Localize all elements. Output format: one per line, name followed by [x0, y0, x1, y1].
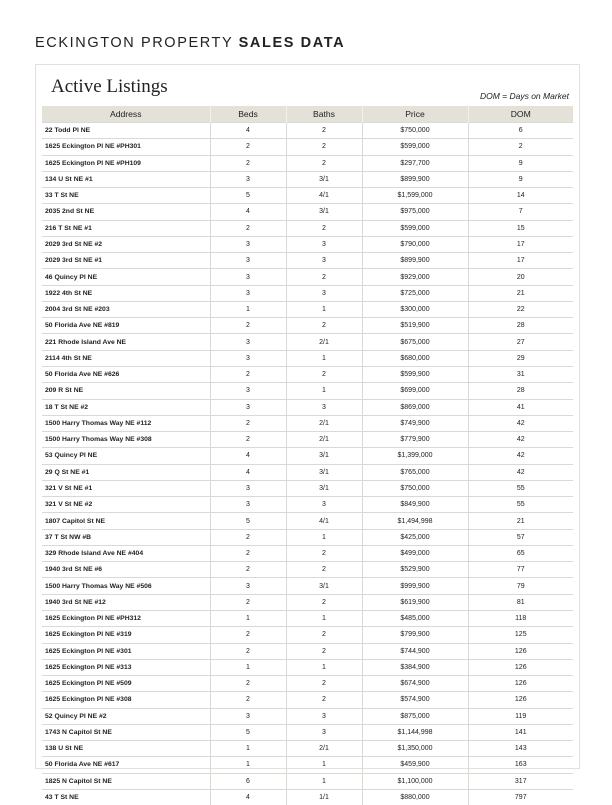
cell-dom: 79	[468, 578, 573, 594]
cell-beds: 4	[210, 789, 286, 805]
cell-beds: 2	[210, 139, 286, 155]
cell-dom: 797	[468, 789, 573, 805]
table-row	[42, 155, 573, 171]
cell-price: $384,900	[362, 659, 468, 675]
cell-address: 2004 3rd St NE #203	[42, 301, 210, 317]
cell-baths: 1	[286, 383, 362, 399]
cell-dom: 317	[468, 773, 573, 789]
section-title: Active Listings	[51, 76, 168, 98]
table-row	[42, 773, 573, 789]
cell-price: $485,000	[362, 610, 468, 626]
cell-baths: 3/1	[286, 480, 362, 496]
cell-beds: 2	[210, 562, 286, 578]
table-row	[42, 415, 573, 431]
table-header	[42, 106, 573, 123]
table-row	[42, 545, 573, 561]
table-row	[42, 220, 573, 236]
cell-dom: 119	[468, 708, 573, 724]
table-row	[42, 627, 573, 643]
cell-dom: 42	[468, 464, 573, 480]
cell-beds: 3	[210, 480, 286, 496]
cell-beds: 3	[210, 497, 286, 513]
column-header-price: Price	[362, 106, 468, 123]
table-row	[42, 432, 573, 448]
cell-beds: 3	[210, 269, 286, 285]
cell-baths: 2	[286, 676, 362, 692]
table-row	[42, 692, 573, 708]
cell-beds: 3	[210, 334, 286, 350]
table-row	[42, 643, 573, 659]
cell-beds: 4	[210, 448, 286, 464]
cell-price: $1,399,000	[362, 448, 468, 464]
cell-beds: 2	[210, 545, 286, 561]
cell-dom: 9	[468, 171, 573, 187]
cell-baths: 1	[286, 773, 362, 789]
cell-address: 1807 Capitol St NE	[42, 513, 210, 529]
table-row	[42, 480, 573, 496]
cell-dom: 41	[468, 399, 573, 415]
cell-baths: 3	[286, 497, 362, 513]
cell-address: 1625 Eckington Pl NE #PH312	[42, 610, 210, 626]
cell-address: 321 V St NE #1	[42, 480, 210, 496]
cell-price: $599,000	[362, 220, 468, 236]
column-header-beds: Beds	[210, 106, 286, 123]
cell-beds: 3	[210, 285, 286, 301]
cell-price: $599,000	[362, 139, 468, 155]
cell-baths: 1	[286, 350, 362, 366]
cell-address: 2029 3rd St NE #1	[42, 253, 210, 269]
cell-price: $880,000	[362, 789, 468, 805]
cell-address: 50 Florida Ave NE #626	[42, 366, 210, 382]
cell-beds: 5	[210, 513, 286, 529]
cell-baths: 2	[286, 155, 362, 171]
cell-price: $499,000	[362, 545, 468, 561]
cell-dom: 42	[468, 415, 573, 431]
cell-beds: 2	[210, 692, 286, 708]
cell-baths: 1	[286, 610, 362, 626]
cell-baths: 3	[286, 253, 362, 269]
cell-baths: 2	[286, 562, 362, 578]
table-row	[42, 529, 573, 545]
cell-baths: 3	[286, 708, 362, 724]
table-row	[42, 188, 573, 204]
table-body	[42, 123, 573, 805]
cell-address: 1825 N Capitol St NE	[42, 773, 210, 789]
cell-dom: 7	[468, 204, 573, 220]
cell-dom: 42	[468, 432, 573, 448]
table-row	[42, 139, 573, 155]
cell-baths: 3	[286, 399, 362, 415]
cell-beds: 2	[210, 643, 286, 659]
cell-dom: 65	[468, 545, 573, 561]
cell-price: $519,900	[362, 318, 468, 334]
cell-baths: 2	[286, 366, 362, 382]
column-header-dom: DOM	[468, 106, 573, 123]
cell-baths: 2	[286, 318, 362, 334]
cell-baths: 3/1	[286, 171, 362, 187]
cell-address: 1500 Harry Thomas Way NE #112	[42, 415, 210, 431]
cell-price: $875,000	[362, 708, 468, 724]
cell-price: $459,900	[362, 757, 468, 773]
cell-price: $1,350,000	[362, 741, 468, 757]
table-row	[42, 610, 573, 626]
cell-dom: 28	[468, 383, 573, 399]
cell-beds: 2	[210, 155, 286, 171]
table-row	[42, 350, 573, 366]
cell-address: 1625 Eckington Pl NE #PH109	[42, 155, 210, 171]
cell-address: 138 U St NE	[42, 741, 210, 757]
cell-dom: 29	[468, 350, 573, 366]
cell-beds: 2	[210, 676, 286, 692]
cell-price: $750,000	[362, 123, 468, 139]
cell-address: 1500 Harry Thomas Way NE #308	[42, 432, 210, 448]
cell-dom: 14	[468, 188, 573, 204]
table-row	[42, 269, 573, 285]
cell-dom: 141	[468, 724, 573, 740]
cell-baths: 2	[286, 627, 362, 643]
cell-baths: 3/1	[286, 464, 362, 480]
table-row	[42, 676, 573, 692]
cell-address: 1625 Eckington Pl NE #PH301	[42, 139, 210, 155]
cell-baths: 1	[286, 659, 362, 675]
cell-price: $699,000	[362, 383, 468, 399]
cell-beds: 2	[210, 627, 286, 643]
cell-price: $574,900	[362, 692, 468, 708]
cell-beds: 3	[210, 708, 286, 724]
cell-beds: 4	[210, 464, 286, 480]
cell-price: $899,900	[362, 253, 468, 269]
cell-baths: 2	[286, 643, 362, 659]
table-row	[42, 301, 573, 317]
cell-address: 209 R St NE	[42, 383, 210, 399]
table-row	[42, 334, 573, 350]
cell-dom: 126	[468, 676, 573, 692]
cell-dom: 55	[468, 497, 573, 513]
cell-address: 1625 Eckington Pl NE #301	[42, 643, 210, 659]
cell-dom: 15	[468, 220, 573, 236]
cell-address: 321 V St NE #2	[42, 497, 210, 513]
cell-baths: 4/1	[286, 513, 362, 529]
table-row	[42, 578, 573, 594]
cell-dom: 42	[468, 448, 573, 464]
cell-dom: 21	[468, 285, 573, 301]
table-row	[42, 741, 573, 757]
cell-address: 18 T St NE #2	[42, 399, 210, 415]
cell-address: 1625 Eckington Pl NE #509	[42, 676, 210, 692]
cell-price: $750,000	[362, 480, 468, 496]
cell-dom: 77	[468, 562, 573, 578]
table-row	[42, 659, 573, 675]
table-row	[42, 204, 573, 220]
cell-beds: 2	[210, 415, 286, 431]
cell-address: 2035 2nd St NE	[42, 204, 210, 220]
cell-baths: 3/1	[286, 204, 362, 220]
cell-price: $674,900	[362, 676, 468, 692]
cell-price: $1,599,000	[362, 188, 468, 204]
cell-price: $999,900	[362, 578, 468, 594]
cell-beds: 2	[210, 432, 286, 448]
cell-dom: 6	[468, 123, 573, 139]
cell-beds: 3	[210, 399, 286, 415]
cell-price: $790,000	[362, 236, 468, 252]
cell-beds: 3	[210, 236, 286, 252]
cell-dom: 17	[468, 236, 573, 252]
cell-baths: 2/1	[286, 415, 362, 431]
cell-address: 1940 3rd St NE #6	[42, 562, 210, 578]
cell-address: 329 Rhode Island Ave NE #404	[42, 545, 210, 561]
cell-beds: 2	[210, 366, 286, 382]
table-row	[42, 285, 573, 301]
cell-beds: 5	[210, 724, 286, 740]
cell-address: 2114 4th St NE	[42, 350, 210, 366]
cell-baths: 2/1	[286, 741, 362, 757]
page-title-bold: SALES DATA	[239, 35, 346, 51]
table-row	[42, 123, 573, 139]
cell-address: 1625 Eckington Pl NE #313	[42, 659, 210, 675]
table-row	[42, 383, 573, 399]
cell-baths: 2/1	[286, 432, 362, 448]
cell-baths: 2	[286, 545, 362, 561]
cell-beds: 6	[210, 773, 286, 789]
cell-beds: 3	[210, 350, 286, 366]
active-listings-panel	[35, 64, 580, 769]
cell-beds: 4	[210, 204, 286, 220]
cell-baths: 3	[286, 236, 362, 252]
table-row	[42, 236, 573, 252]
cell-dom: 27	[468, 334, 573, 350]
cell-price: $899,900	[362, 171, 468, 187]
table-row	[42, 366, 573, 382]
table-row	[42, 448, 573, 464]
cell-price: $849,900	[362, 497, 468, 513]
cell-address: 33 T St NE	[42, 188, 210, 204]
cell-baths: 3/1	[286, 578, 362, 594]
cell-dom: 143	[468, 741, 573, 757]
cell-baths: 2/1	[286, 334, 362, 350]
cell-address: 46 Quincy Pl NE	[42, 269, 210, 285]
table-header-row	[42, 106, 573, 123]
table-row	[42, 513, 573, 529]
cell-dom: 55	[468, 480, 573, 496]
cell-dom: 20	[468, 269, 573, 285]
cell-price: $529,900	[362, 562, 468, 578]
cell-dom: 81	[468, 594, 573, 610]
cell-price: $1,494,998	[362, 513, 468, 529]
cell-dom: 22	[468, 301, 573, 317]
page-title-light: ECKINGTON PROPERTY	[35, 35, 233, 51]
cell-beds: 3	[210, 171, 286, 187]
cell-address: 1500 Harry Thomas Way NE #506	[42, 578, 210, 594]
column-header-address: Address	[42, 106, 210, 123]
cell-beds: 1	[210, 741, 286, 757]
cell-address: 134 U St NE #1	[42, 171, 210, 187]
cell-beds: 2	[210, 220, 286, 236]
cell-beds: 4	[210, 123, 286, 139]
cell-dom: 126	[468, 692, 573, 708]
cell-beds: 2	[210, 318, 286, 334]
cell-dom: 17	[468, 253, 573, 269]
cell-address: 1922 4th St NE	[42, 285, 210, 301]
cell-beds: 3	[210, 578, 286, 594]
cell-address: 2029 3rd St NE #2	[42, 236, 210, 252]
dom-legend-note: DOM = Days on Market	[480, 91, 569, 101]
cell-dom: 163	[468, 757, 573, 773]
cell-address: 216 T St NE #1	[42, 220, 210, 236]
table-row	[42, 171, 573, 187]
cell-dom: 125	[468, 627, 573, 643]
cell-baths: 2	[286, 220, 362, 236]
cell-dom: 126	[468, 643, 573, 659]
cell-beds: 3	[210, 253, 286, 269]
cell-baths: 1/1	[286, 789, 362, 805]
cell-baths: 1	[286, 757, 362, 773]
cell-dom: 118	[468, 610, 573, 626]
cell-dom: 9	[468, 155, 573, 171]
table-row	[42, 757, 573, 773]
cell-address: 1625 Eckington Pl NE #308	[42, 692, 210, 708]
cell-baths: 3/1	[286, 448, 362, 464]
cell-price: $799,900	[362, 627, 468, 643]
cell-baths: 2	[286, 692, 362, 708]
cell-baths: 4/1	[286, 188, 362, 204]
table-row	[42, 464, 573, 480]
cell-baths: 2	[286, 139, 362, 155]
cell-dom: 126	[468, 659, 573, 675]
cell-baths: 1	[286, 301, 362, 317]
cell-baths: 1	[286, 529, 362, 545]
cell-baths: 2	[286, 594, 362, 610]
table-row	[42, 708, 573, 724]
cell-dom: 21	[468, 513, 573, 529]
cell-beds: 5	[210, 188, 286, 204]
cell-price: $1,100,000	[362, 773, 468, 789]
cell-address: 52 Quincy Pl NE #2	[42, 708, 210, 724]
cell-dom: 2	[468, 139, 573, 155]
cell-dom: 31	[468, 366, 573, 382]
listings-table	[42, 106, 573, 805]
cell-address: 1625 Eckington Pl NE #319	[42, 627, 210, 643]
cell-address: 221 Rhode Island Ave NE	[42, 334, 210, 350]
cell-price: $425,000	[362, 529, 468, 545]
cell-address: 22 Todd Pl NE	[42, 123, 210, 139]
column-header-baths: Baths	[286, 106, 362, 123]
cell-price: $725,000	[362, 285, 468, 301]
cell-dom: 28	[468, 318, 573, 334]
cell-beds: 2	[210, 594, 286, 610]
table-row	[42, 318, 573, 334]
cell-beds: 1	[210, 301, 286, 317]
cell-beds: 1	[210, 610, 286, 626]
cell-price: $675,000	[362, 334, 468, 350]
cell-price: $779,900	[362, 432, 468, 448]
table-row	[42, 562, 573, 578]
cell-price: $749,900	[362, 415, 468, 431]
cell-price: $680,000	[362, 350, 468, 366]
cell-address: 1743 N Capitol St NE	[42, 724, 210, 740]
table-row	[42, 399, 573, 415]
cell-price: $744,900	[362, 643, 468, 659]
cell-address: 29 Q St NE #1	[42, 464, 210, 480]
cell-price: $869,000	[362, 399, 468, 415]
cell-address: 43 T St NE	[42, 789, 210, 805]
cell-address: 53 Quincy Pl NE	[42, 448, 210, 464]
table-row	[42, 253, 573, 269]
cell-address: 50 Florida Ave NE #819	[42, 318, 210, 334]
cell-price: $619,900	[362, 594, 468, 610]
cell-beds: 1	[210, 659, 286, 675]
cell-price: $929,000	[362, 269, 468, 285]
cell-dom: 57	[468, 529, 573, 545]
cell-address: 50 Florida Ave NE #617	[42, 757, 210, 773]
cell-baths: 2	[286, 269, 362, 285]
cell-beds: 2	[210, 529, 286, 545]
cell-price: $765,000	[362, 464, 468, 480]
cell-price: $599,900	[362, 366, 468, 382]
cell-baths: 3	[286, 724, 362, 740]
cell-baths: 3	[286, 285, 362, 301]
table-row	[42, 497, 573, 513]
cell-address: 37 T St NW #B	[42, 529, 210, 545]
page-title	[35, 35, 345, 51]
cell-price: $975,000	[362, 204, 468, 220]
cell-beds: 1	[210, 757, 286, 773]
table-row	[42, 724, 573, 740]
cell-address: 1940 3rd St NE #12	[42, 594, 210, 610]
cell-price: $300,000	[362, 301, 468, 317]
cell-price: $297,700	[362, 155, 468, 171]
cell-price: $1,144,998	[362, 724, 468, 740]
table-row	[42, 594, 573, 610]
cell-beds: 3	[210, 383, 286, 399]
cell-baths: 2	[286, 123, 362, 139]
